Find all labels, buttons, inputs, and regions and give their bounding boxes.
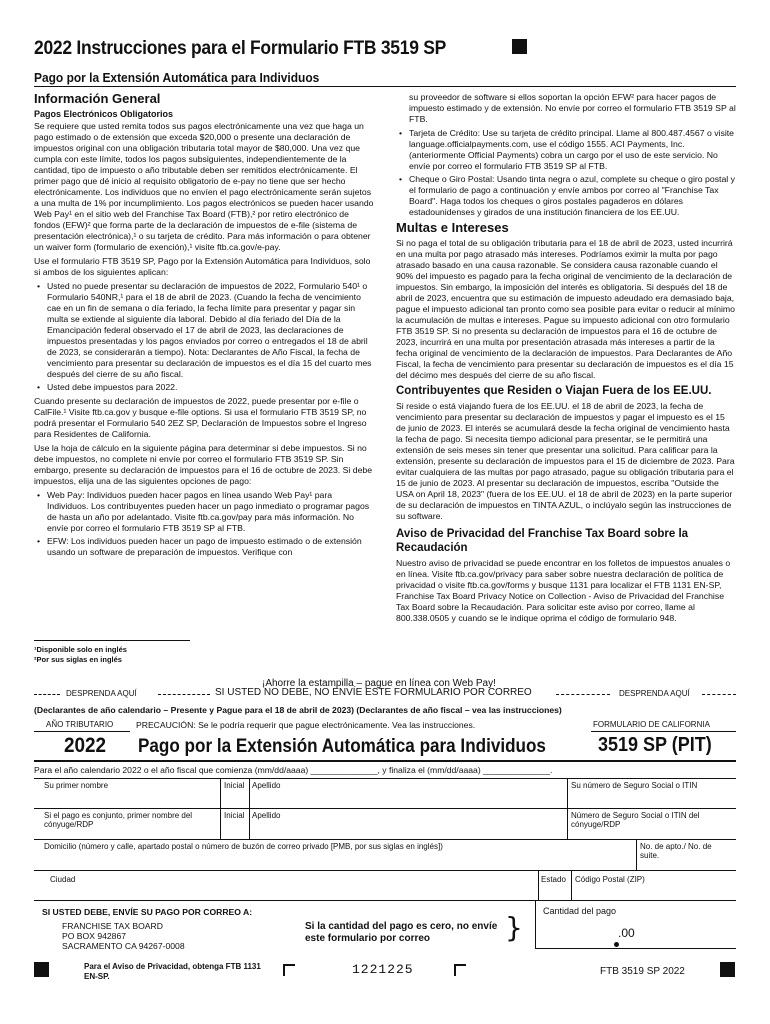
ssn-field[interactable]: Su número de Seguro Social o ITIN — [571, 781, 698, 790]
payment-options-list-cont — [396, 128, 736, 218]
caution-note: PRECAUCIÓN: Se le podría requerir que pague electrónicamente. Vea las instrucciones. — [136, 720, 476, 730]
apt-field[interactable]: No. de apto./ No. de suite. — [640, 842, 712, 860]
grid-vline-initial — [220, 778, 221, 839]
paragraph-efile: Cuando presente su declaración de impuestos de 2022, puede presentar por e-file o CalFile.¹ Visite ftb.ca.gov y busque e-file options. Si usa el formulario FTB 3519 SP, no podrá presentar el Formulario 540 2EZ SP, Declaración de Impuestos sobre el Ingreso para Residentes de California. — [34, 396, 367, 439]
section-heading-general: Información General — [34, 91, 161, 106]
footnote-2: ²Por sus siglas en inglés — [34, 655, 122, 664]
footer-form-id: FTB 3519 SP 2022 — [600, 966, 685, 977]
paragraph-privacy: Nuestro aviso de privacidad se puede encontrar en los folletos de impuestos anuales o en línea. Visite ftb.ca.gov/privacy para saber sobre nuestra declaración de política de privacidad o visite ftb.ca.gov/forms y busque 1131 para localizar el FTB 1131 EN-SP, Franchise Tax Board Privacy Notice on Collection - Aviso de Privacidad del Franchise Tax Board sobre la Recaudación. Para solicitar este aviso por correo, llame al 800.338.0505 y cuando se le indique oprima el código de formulario 948. — [396, 558, 731, 623]
left-column — [34, 90, 374, 561]
registration-mark — [720, 962, 735, 977]
grid-rule-1 — [34, 778, 736, 779]
list-item: • EFW: Los individuos pueden hacer un pago de impuesto estimado o de extensión usando un software de preparación de impuestos. Verifique con — [34, 536, 374, 558]
list-item: • Usted no puede presentar su declaración de impuestos de 2022, Formulario 540¹ o Formulario 540NR,¹ para el 18 de abril de 2023. (Cuando la fecha de vencimiento cae en un fin de semana o día feriado, la fecha límite para presentar y pagar sin multa se extiende al siguiente día laboral. Debido al día feriado del Día de la Emancipación federal observado el 17 de abril de 2023, las declaraciones de impuestos presentadas y los pagos enviados por correo o entregados el 18 de abril de 2023, se considerarán a tiempo). Nota: Declarantes de Año Fiscal, la fecha de vencimiento para presentar su declaración de impuestos es el día 15 del cuarto mes después del cierre de su año fiscal. — [34, 281, 374, 380]
address-field[interactable]: Domicilio (número y calle, apartado postal o número de buzón de correo privado [PMB, por sus siglas en inglés]) — [44, 842, 443, 851]
paragraph-efw-continued: su proveedor de software si ellos soportan la opción EFW² para hacer pagos de impuesto estimado y de extensión. No envíe por correo el formulario FTB 3519 SP al FTB. — [409, 92, 736, 124]
spouse-initial-field[interactable]: Inicial — [224, 811, 245, 820]
corner-bracket-right — [454, 964, 466, 976]
form-title: Pago por la Extensión Automática para Individuos — [138, 736, 546, 757]
form-code: 1221225 — [352, 962, 414, 977]
first-name-field[interactable]: Su primer nombre — [44, 781, 109, 790]
tax-year-rule — [34, 731, 130, 732]
paragraph-use-form: Use el formulario FTB 3519 SP, Pago por la Extensión Automática para Individuos, solo si ambos de los siguientes aplican: — [34, 256, 371, 277]
privacy-notice-note: Para el Aviso de Privacidad, obtenga FTB 1131 EN-SP. — [84, 962, 261, 981]
list-item: • Tarjeta de Crédito: Use su tarjeta de crédito principal. Llame al 800.487.4567 o visite language.officialpayments.com, use el código 1555. ACI Payments, Inc. (anteriormente Official Payments) cobra un cargo por el uso de este servicio. No envíe por correo el formulario FTB 3519 SP al FTB. — [396, 128, 736, 172]
corner-bracket-left — [283, 964, 295, 976]
ca-form-rule — [591, 731, 736, 732]
grid-rule-4 — [34, 870, 736, 871]
paragraph-outside-usa: Si reside o está viajando fuera de los EE.UU. el 18 de abril de 2023, la fecha de vencimiento para presentar su declaración de impuestos y pagar el impuesto es el 15 de junio de 2023. El interés se acumulará desde la fecha original de vencimiento hasta la fecha de pago. Si necesita tiempo adicional para presentar, se le permitirá una extensión de seis meses sin tener que presentar una solicitud. Para calificar para la extensión, presente su declaración de impuestos para el 15 de diciembre de 2023. Para evitar cualquiera de las multas por pago atrasado, pague su obligación tributaria para el 15 de junio de 2023. Al presentar su declaración de impuestos, escriba "Outside the USA on April 18, 2023" (fuera de los EE.UU. el 18 de abril de 2023) en la parte superior de su declaración de impuestos en TINTA AZUL, o inclúyalo según las instrucciones de su software. — [396, 401, 735, 521]
initial-field[interactable]: Inicial — [224, 781, 245, 790]
payment-options-list — [34, 490, 374, 558]
spouse-name-field[interactable]: Si el pago es conjunto, primer nombre del cónyuge/RDP — [44, 811, 193, 829]
no-mail-warning: SI USTED NO DEBE, NO ENVÍE ESTE FORMULARIO POR CORREO — [215, 687, 532, 698]
state-field[interactable]: Estado — [541, 875, 566, 884]
paragraph-penalties: Si no paga el total de su obligación tributaria para el 18 de abril de 2023, usted incurrirá en una multa por pago atrasado más intereses. Podríamos eximir la multa por pago atrasado basado en una causa razonable. Se considera causa razonable cuando el 90% del impuesto es pagado para la fecha original de vencimiento de la declaración de impuestos. Sin embargo, la imposición del interés es obligatoria. Si después del 18 de abril de 2023, encuentra que su estimación de impuesto adeudado era demasiado baja, pague el impuesto adicional tan pronto como sea posible para evitar o reducir al mínimo la acumulación de multas e intereses. Pague su impuesto adicional con otro formulario FTB 3519 SP. Si no presenta su declaración de impuestos para el 16 de octubre de 2023, incurrirá en una multa por presentación atrasada más intereses a partir de la fecha original de vencimiento de la declaración de impuestos. Para Declarantes de Año Fiscal, la fecha de vencimiento para presentar su declaración de impuestos es el día 15 del décimo mes después del cierre de su año fiscal. — [396, 238, 736, 380]
page-subtitle: Pago por la Extensión Automática para Individuos — [34, 70, 320, 85]
spouse-last-name-field[interactable]: Apellido — [252, 811, 281, 820]
list-item: • Usted debe impuestos para 2022. — [34, 382, 374, 393]
detach-right-label: DESPRENDA AQUÍ — [619, 689, 690, 698]
california-form-label: FORMULARIO DE CALIFORNIA — [593, 720, 710, 729]
form-number: 3519 SP (PIT) — [598, 734, 712, 756]
footnote-rule — [34, 640, 190, 641]
grid-vline-ssn — [567, 778, 568, 839]
grid-vline-lastname — [249, 778, 250, 839]
mailing-address-line-2: PO BOX 942867 — [62, 931, 127, 941]
section-heading-outside-usa: Contribuyentes que Residen o Viajan Fuera de los EE.UU. — [396, 385, 712, 397]
form-year: 2022 — [64, 734, 107, 757]
page-title: 2022 Instrucciones para el Formulario FTB 3519 SP — [34, 38, 447, 59]
amount-rule — [535, 948, 736, 949]
registration-mark — [34, 962, 49, 977]
conditions-list — [34, 281, 374, 393]
brace-icon: } — [505, 911, 523, 944]
last-name-field[interactable]: Apellido — [252, 781, 281, 790]
paragraph-epay: Se requiere que usted remita todos sus pagos electrónicamente una vez que haga un pago estimado o de extensión que exceda $20,000 o presente una declaración de impuestos original con una obligación tributaria total mayor de $80,000. Una vez que cumpla con este límite, todos los pagos subsiguientes, independientemente de la cantidad, tipo de impuesto o año tributable deben ser remitidos electrónicamente. El primer pago que dé inicio al requisito obligatorio de e-pay no tiene que ser hecho electrónicamente. Los individuos que no envíen el pago electrónicamente serán sujetos a una multa de 1% por incumplimiento. Los pagos electrónicos se pueden hacer usando Web Pay¹ en el sitio web del Franchise Tax Board (FTB),² por retiro electrónico de fondos (EFW)² que forma parte de la declaración de impuestos de e-file (sistema de presentación electrónica),¹ o su tarjeta de crédito. Para más información o para obtener un waiver form (formulario de exención),¹ visite ftb.ca.gov/e-pay. — [34, 121, 374, 252]
detach-line — [34, 689, 736, 701]
detach-left-label: DESPRENDA AQUÍ — [66, 689, 137, 698]
section-heading-penalties: Multas e Intereses — [396, 220, 509, 235]
grid-rule-5 — [34, 900, 736, 901]
mailing-address-line-1: FRANCHISE TAX BOARD — [62, 921, 163, 931]
grid-rule-3 — [34, 839, 736, 840]
subheading-epay: Pagos Electrónicos Obligatorios — [34, 109, 174, 119]
grid-vline-state — [538, 870, 539, 900]
registration-mark — [512, 39, 527, 54]
section-heading-privacy: Aviso de Privacidad del Franchise Tax Board sobre la Recaudación — [396, 528, 689, 554]
grid-vline-zip — [571, 870, 572, 900]
zip-field[interactable]: Código Postal (ZIP) — [575, 875, 645, 884]
city-field[interactable]: Ciudad — [50, 875, 76, 884]
list-item: • Web Pay: Individuos pueden hacer pagos en línea usando Web Pay¹ para Individuos. Los contribuyentes pueden hacer un pago inmediato o programar pagos de hasta un año por adelantado. Visite ftb.ca.gov/pay para más información. No envíe por correo el formulario FTB 3519 SP al FTB. — [34, 490, 374, 534]
paragraph-worksheet: Use la hoja de cálculo en la siguiente página para determinar si debe impuestos. Si no debe impuestos, no complete ni envíe por correo el formulario FTB 3519 SP. Sin embargo, presente su declaración de impuestos para el 16 de octubre de 2023. Si debe impuestos, elija una de las siguientes opciones de pago: — [34, 443, 373, 486]
list-item: • Cheque o Giro Postal: Usando tinta negra o azul, complete su cheque o giro postal y el formulario de pago a continuación y envíe ambos por correo al "Franchise Tax Board". Haga todos los cheques o giros postales pagaderos en dólares estadounidenses y girados de una institución financiera de los EE.UU. — [396, 174, 736, 218]
cents-field: .00 — [618, 926, 635, 940]
amount-label: Cantidad del pago — [543, 906, 617, 916]
zero-amount-note: Si la cantidad del pago es cero, no envíe este formulario por correo — [305, 921, 498, 944]
header-rule — [34, 86, 736, 87]
stamp-message: ¡Ahorre la estampilla – pague en línea con Web Pay! — [262, 678, 496, 689]
grid-rule-2 — [34, 808, 736, 809]
mailing-address-line-3: SACRAMENTO CA 94267-0008 — [62, 941, 185, 951]
amount-box-line — [535, 900, 536, 948]
right-column — [396, 92, 736, 627]
footnote-1: ¹Disponible solo en inglés — [34, 645, 127, 654]
fiscal-year-line: Para el año calendario 2022 o el año fiscal que comienza (mm/dd/aaaa) ______________, y finaliza el (mm/dd/aaaa) ______________. — [34, 765, 553, 775]
grid-vline-apt — [636, 839, 637, 870]
title-rule — [34, 760, 736, 762]
spouse-ssn-field[interactable]: Número de Seguro Social o ITIN del cónyuge/RDP — [571, 811, 700, 829]
mail-to-heading: SI USTED DEBE, ENVÍE SU PAGO POR CORREO A: — [42, 907, 253, 917]
tax-year-label: AÑO TRIBUTARIO — [46, 720, 114, 729]
filing-deadline-note: (Declarantes de año calendario – Presente y Pague para el 18 de abril de 2023) (Declarantes de año fiscal – vea las instrucciones) — [34, 705, 562, 715]
